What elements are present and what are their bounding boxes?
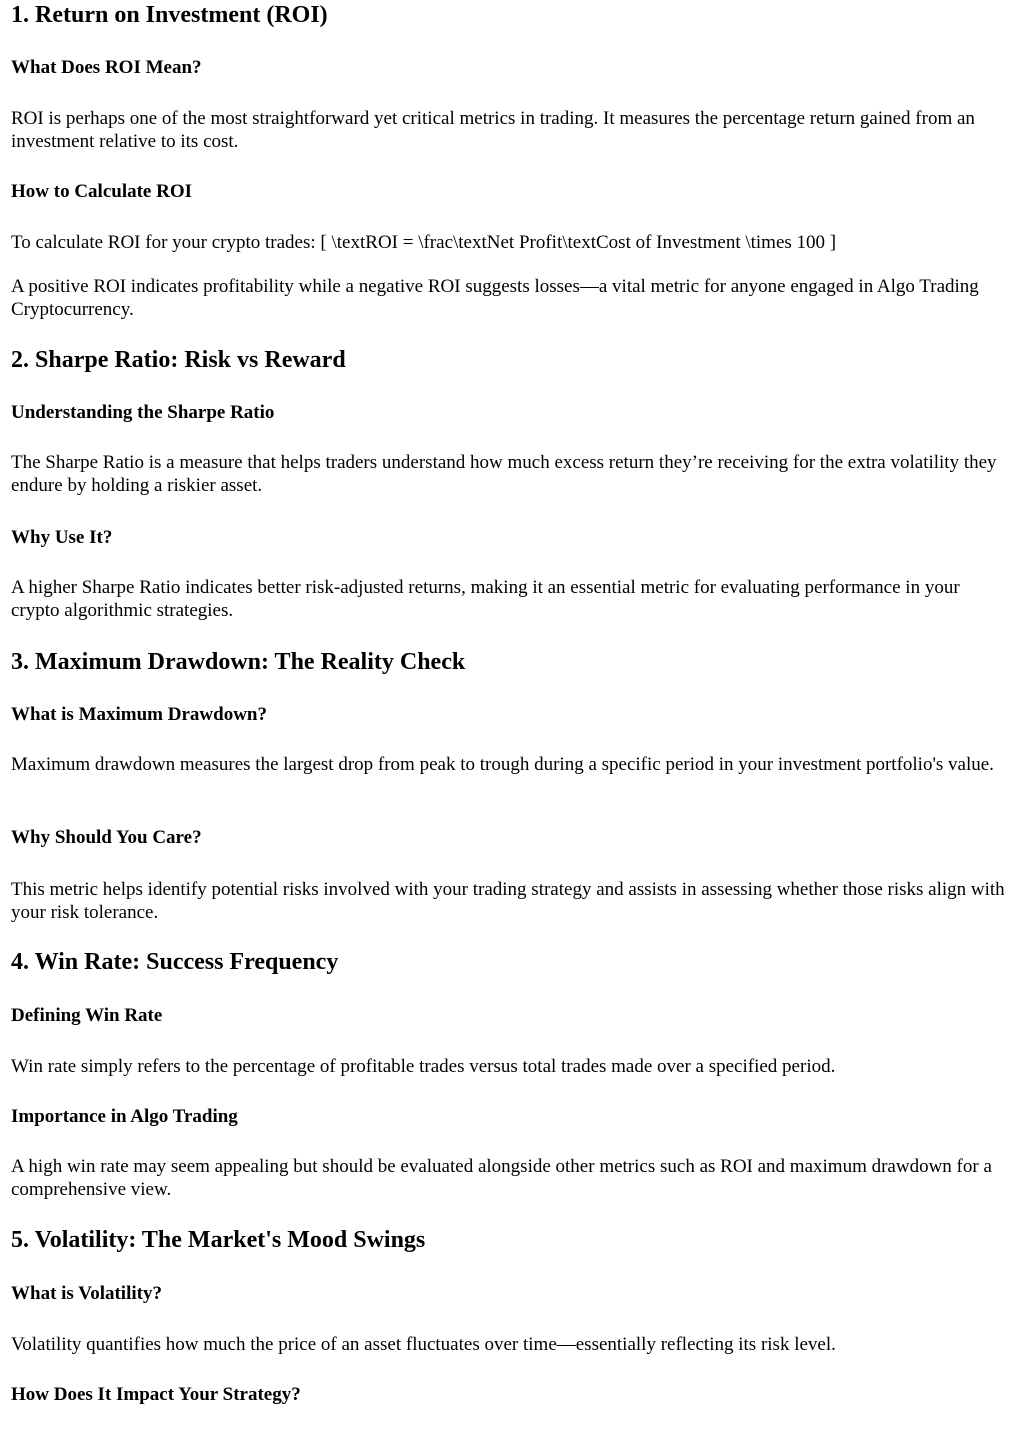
paragraph-volatility-definition: Volatility quantifies how much the price of an asset fluctuates over time—essentially reflecting its risk level. <box>11 1334 836 1355</box>
section-heading-sharpe-ratio: 2. Sharpe Ratio: Risk vs Reward <box>11 347 346 373</box>
section-heading-win-rate: 4. Win Rate: Success Frequency <box>11 949 339 975</box>
paragraph-sharpe-usage: A higher Sharpe Ratio indicates better risk-adjusted returns, making it an essential metric for evaluating performance in your crypto algorithmic strategies. <box>11 577 960 621</box>
paragraph-max-drawdown-definition: Maximum drawdown measures the largest drop from peak to trough during a specific period in your investment portfolio's value. <box>11 754 994 775</box>
subheading-importance-in-algo-trading: Importance in Algo Trading <box>11 1106 238 1127</box>
section-heading-volatility: 5. Volatility: The Market's Mood Swings <box>11 1227 426 1253</box>
paragraph-sharpe-definition: The Sharpe Ratio is a measure that helps traders understand how much excess return they’re receiving for the extra volatility they endure by holding a riskier asset. <box>11 452 997 496</box>
subheading-understanding-sharpe: Understanding the Sharpe Ratio <box>11 402 275 423</box>
subheading-why-use-it: Why Use It? <box>11 527 113 548</box>
subheading-why-should-you-care: Why Should You Care? <box>11 827 202 848</box>
paragraph-win-rate-importance: A high win rate may seem appealing but should be evaluated alongside other metrics such as ROI and maximum drawdown for a comprehensive view. <box>11 1156 992 1200</box>
paragraph-max-drawdown-importance: This metric helps identify potential risks involved with your trading strategy and assists in assessing whether those risks align with your risk tolerance. <box>11 879 1005 923</box>
subheading-volatility-impact: How Does It Impact Your Strategy? <box>11 1384 301 1405</box>
subheading-how-to-calculate-roi: How to Calculate ROI <box>11 181 193 202</box>
paragraph-roi-definition: ROI is perhaps one of the most straightforward yet critical metrics in trading. It measures the percentage return gained from an investment relative to its cost. <box>11 108 975 152</box>
section-heading-max-drawdown: 3. Maximum Drawdown: The Reality Check <box>11 649 466 675</box>
subheading-defining-win-rate: Defining Win Rate <box>11 1005 163 1026</box>
section-heading-roi: 1. Return on Investment (ROI) <box>11 2 328 28</box>
subheading-what-is-max-drawdown: What is Maximum Drawdown? <box>11 704 267 725</box>
paragraph-roi-formula: To calculate ROI for your crypto trades: [ \textROI = \frac\textNet Profit\textCost of Investment \times 100 ] <box>11 232 837 253</box>
subheading-what-does-roi-mean: What Does ROI Mean? <box>11 57 202 78</box>
paragraph-win-rate-definition: Win rate simply refers to the percentage of profitable trades versus total trades made over a specified period. <box>11 1056 836 1077</box>
paragraph-roi-interpretation: A positive ROI indicates profitability while a negative ROI suggests losses—a vital metric for anyone engaged in Algo Trading Cryptocurrency. <box>11 276 979 320</box>
subheading-what-is-volatility: What is Volatility? <box>11 1283 162 1304</box>
